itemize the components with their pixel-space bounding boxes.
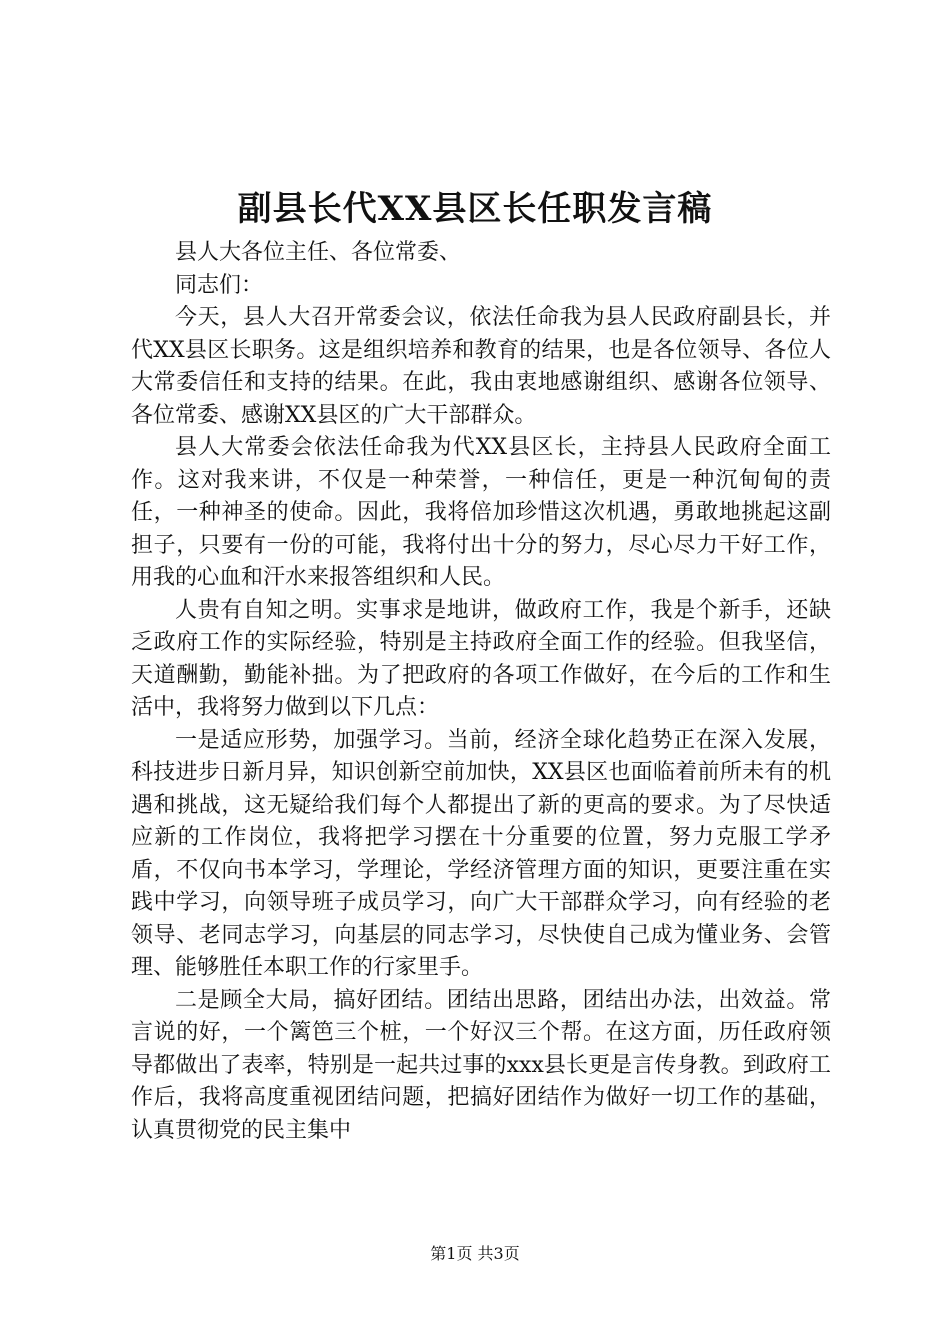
salutation-line-1: 县人大各位主任、各位常委、 (175, 240, 462, 265)
paragraph: 一是适应形势，加强学习。当前，经济全球化趋势正在深入发展，科技进步日新月异，知识创新空前加快，XX县区也面临着前所未有的机遇和挑战，这无疑给我们每个人都提出了新的更高的要求。为了尽快适应新的工作岗位，我将把学习摆在十分重要的位置，努力克服工学矛盾，不仅向书本学习，学理论，学经济管理方面的知识，更要注重在实践中学习，向领导班子成员学习，向广大干部群众学习，向有经验的老领导、老同志学习，向基层的同志学习，尽快使自己成为懂业务、会管理、能够胜任本职工作的行家里手。 (131, 727, 831, 980)
paragraph: 县人大常委会依法任命我为代XX县区长，主持县人民政府全面工作。这对我来讲，不仅是一种荣誉，一种信任，更是一种沉甸甸的责任，一种神圣的使命。因此，我将倍加珍惜这次机遇，勇敢地挑起这副担子，只要有一份的可能，我将付出十分的努力，尽心尽力干好工作，用我的心血和汗水来报答组织和人民。 (131, 435, 831, 590)
paragraph: 二是顾全大局，搞好团结。团结出思路，团结出办法，出效益。常言说的好，一个篱笆三个桩，一个好汉三个帮。在这方面，历任政府领导都做出了表率，特别是一起共过事的xxx县长更是言传身教。到政府工作后，我将高度重视团结问题，把搞好团结作为做好一切工作的基础，认真贯彻党的民主集中 (131, 987, 831, 1143)
page-number: 第1页 共3页 (430, 1244, 520, 1263)
paragraph: 今天，县人大召开常委会议，依法任命我为县人民政府副县长，并代XX县区长职务。这是组织培养和教育的结果，也是各位领导、各位人大常委信任和支持的结果。在此，我由衷地感谢组织、感谢各位领导、各位常委、感谢XX县区的广大干部群众。 (131, 305, 831, 428)
paragraph: 人贵有自知之明。实事求是地讲，做政府工作，我是个新手，还缺乏政府工作的实际经验，特别是主持政府全面工作的经验。但我坚信，天道酬勤，勤能补拙。为了把政府的各项工作做好，在今后的工作和生活中，我将努力做到以下几点： (131, 597, 831, 720)
salutation-line-2: 同志们： (175, 272, 264, 298)
document-title: 副县长代XX县区长任职发言稿 (237, 189, 713, 229)
document-body (131, 237, 831, 1147)
